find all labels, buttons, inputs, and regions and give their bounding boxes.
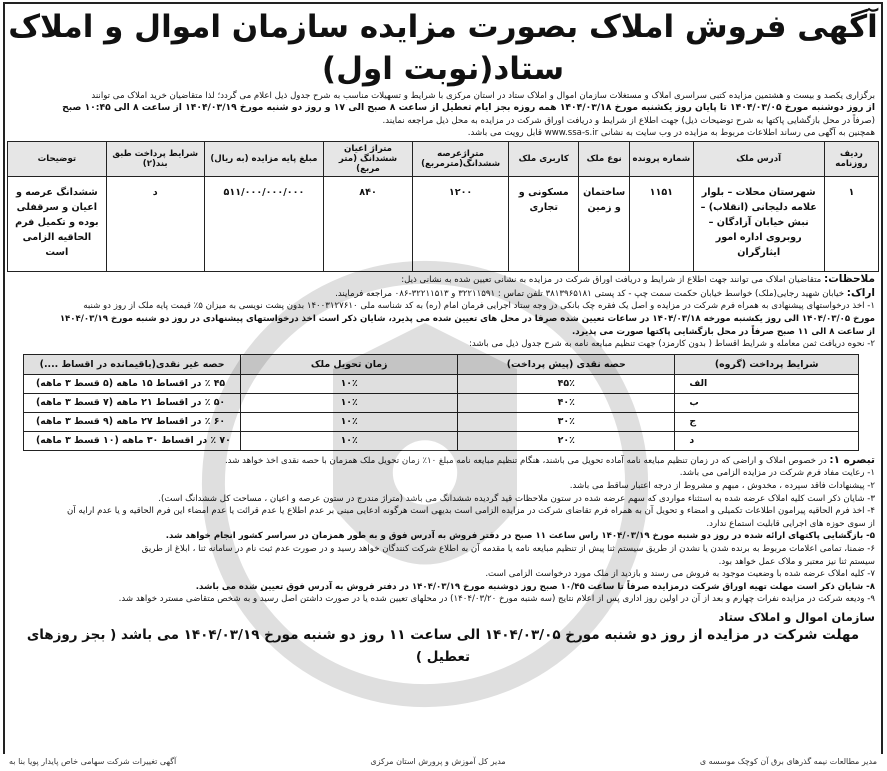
- organization-name: سازمان اموال و املاک ستاد: [718, 609, 875, 624]
- col-header: آدرس ملک: [693, 142, 824, 177]
- col-header: شرایط پرداخت طبق بند(۲): [106, 142, 204, 177]
- table-header-row: [8, 142, 879, 177]
- condition-item: ۷- کلیه املاک عرضه شده با وضعیت موجود به فروش می رسند و بازدید از ملک مورد درخواست الزامی است.: [485, 569, 875, 580]
- payment-group: الف: [675, 374, 859, 393]
- condition-item: ۹- ودیعه شرکت در مزایده نفرات چهارم و بعد از آن در اولین روز اداری پس از اعلام نتایج (سه شنبه مورخ ۱۴۰۴/۰۳/۲۰) در محلهای تعیین شده یا در صورت داشتن اصل رسید و به شخص متقاضی مسترد خواهد شد.: [118, 594, 875, 605]
- payment-row: [24, 412, 859, 431]
- payment-row: [24, 374, 859, 393]
- intro-line: برگزاری یکصد و بیست و هشتمین مزایده کتبی سراسری املاک و مستغلات سازمان اموال و املاک ستاد در استان مرکزی با شرایط و تسهیلات مناسب به شرح جدول ذیل اعلام می گردد؛ لذا متقاضیان خرید املاک می توانند: [91, 91, 875, 101]
- table-row: [8, 177, 879, 272]
- credit-share: ۴۵ ٪ در اقساط ۱۵ ماهه (۵ قسط ۳ ماهه): [24, 374, 241, 393]
- payment-terms: د: [106, 177, 204, 272]
- note-2: ۲- نحوه دریافت ثمن معامله و شرایط اقساط ( بدون کارمزد) جهت تنظیم مبایعه نامه به شرح جدول ذیل می باشد:: [468, 339, 875, 350]
- note-1-cont: از ساعت ۸ الی ۱۱ صبح صرفاً در محل بازگشایی پاکتها صورت می پذیرد.: [572, 326, 875, 337]
- delivery-share: ۱۰٪: [241, 431, 458, 450]
- payment-group: ب: [675, 393, 859, 412]
- condition-item: سیستم ثنا نیز معتبر و ملاک عمل خواهد بود.: [718, 556, 875, 567]
- col-header: حصه غیر نقدی(باقیمانده در اقساط ....): [24, 354, 241, 374]
- payment-row: [24, 393, 859, 412]
- col-header: شرایط پرداخت (گروه): [675, 354, 859, 374]
- cash-share: ۲۰٪: [458, 431, 675, 450]
- property-usage: مسکونی و تجاری: [509, 177, 579, 272]
- cash-share: ۴۰٪: [458, 393, 675, 412]
- building-area: ۸۴۰: [324, 177, 413, 272]
- col-header: شماره پرونده: [630, 142, 693, 177]
- col-header: کاربری ملک: [509, 142, 579, 177]
- ad-title: آگهی فروش املاک بصورت مزایده سازمان اموال و املاک ستاد(نوبت اول): [8, 9, 878, 87]
- condition-item: ۸- شایان ذکر است مهلت تهیه اوراق شرکت درمزایده صرفاً تا ساعت ۱۰/۴۵ صبح روز دوشنبه مورخ ۱۴۰۴/۰۳/۱۹ در دفتر فروش به آدرس فوق تعیین شده می باشد.: [195, 581, 875, 592]
- footer-middle: مدیر کل آموزش و پرورش استان مرکزی: [370, 757, 506, 766]
- property-address: شهرستان محلات – بلوار علامه دلیجانی (انقلاب) – نبش خیابان آزادگان – روبروی اداره امور ایثارگران: [693, 177, 824, 272]
- delivery-share: ۱۰٪: [241, 374, 458, 393]
- payment-group: د: [675, 431, 859, 450]
- note-1-cont: مورخ ۱۴۰۴/۰۳/۰۵ الی روز یکشنبه مورخه ۱۴۰۴/۰۳/۱۸ در ساعات تعیین شده صرفا در محل های تعیین شده می پذیرد، شایان ذکر است اخذ درخواستهای پیشنهادی در روز دو شنبه مورخ ۱۴۰۴/۰۳/۱۹: [59, 313, 875, 324]
- page-footer: [3, 754, 883, 771]
- col-header: ردیف روزنامه: [824, 142, 878, 177]
- cash-share: ۴۵٪: [458, 374, 675, 393]
- condition-item: ۲- پیشنهادات فاقد سپرده ، مخدوش ، مبهم و مشروط از درجه اعتبار ساقط می باشد.: [569, 480, 875, 491]
- payment-table: [23, 354, 859, 451]
- intro-line: همچنین به آگهی می رساند اطلاعات مربوط به مزایده در وب سایت به نشانی www.ssa-s.ir قابل رویت می باشد.: [467, 127, 875, 138]
- advertisement: [3, 2, 883, 766]
- payment-row: [24, 431, 859, 450]
- notes-intro: ملاحظات: متقاضیان املاک می توانند جهت اطلاع از شرایط و دریافت اوراق شرکت در مزایده به نشانی تعیین شده به نشانی ذیل:: [401, 273, 875, 286]
- condition-item: از سوی حوزه های اجرایی قابلیت استماع ندارد.: [706, 518, 875, 529]
- cash-share: ۳۰٪: [458, 412, 675, 431]
- delivery-share: ۱۰٪: [241, 393, 458, 412]
- row-number: ۱: [824, 177, 878, 272]
- condition-item: ۱- رعایت مفاد فرم شرکت در مزایده الزامی می باشد.: [679, 468, 875, 479]
- footer-right: مدیر مطالعات نیمه گذرهای برق آن کوچک موسسه ی: [699, 757, 877, 766]
- col-header: زمان تحویل ملک: [241, 354, 458, 374]
- delivery-share: ۱۰٪: [241, 412, 458, 431]
- credit-share: ۷۰ ٪ در اقساط ۳۰ ماهه (۱۰ قسط ۳ ماهه): [24, 431, 241, 450]
- condition-item: ۶- ضمنا، تمامی اعلامات مربوط به برنده شدن یا نشدن از طریق سیستم ثنا پیش از تنظیم مبایعه نامه یا مقدمه آن به اطلاع شرکت کنندگان خواهد رسید و در صورت عدم ثبت نام در سامانه ثنا ، ابلاغ از طریق: [141, 543, 875, 554]
- land-area: ۱۲۰۰: [412, 177, 508, 272]
- deadline-text: مهلت شرکت در مزایده از روز دو شنبه مورخ ۱۴۰۴/۰۳/۰۵ الی ساعت ۱۱ روز دو شنبه مورخ ۱۴۰۴/۰۳/۱۹ می باشد ( بجز روزهای تعطیل ): [26, 626, 860, 665]
- property-description: ششدانگ عرصه و اعیان و سرقفلی بوده و تکمیل فرم الحاقیه الزامی است: [8, 177, 107, 272]
- notes-section: [5, 272, 881, 352]
- col-header: حصه نقدی (پیش پرداخت): [458, 354, 675, 374]
- col-header: توضیحات: [8, 142, 107, 177]
- col-header: نوع ملک: [579, 142, 630, 177]
- file-number: ۱۱۵۱: [630, 177, 693, 272]
- intro-text: [5, 90, 881, 139]
- property-table: [7, 141, 879, 272]
- intro-line: (صرفاً در محل بازگشایی پاکتها به شرح توضیحات ذیل) جهت اطلاع از شرایط و دریافت اوراق شرکت در مزایده به محل ذیل مراجعه نمایند.: [382, 115, 875, 126]
- intro-line: از روز دوشنبه مورخ ۱۴۰۴/۰۳/۰۵ تا پایان روز یکشنبه مورخ ۱۴۰۴/۰۳/۱۸ همه روزه بجز ایام تعطیل از ساعت ۸ صبح الی ۱۷ و روز دو شنبه مورخ ۱۴۰۴/۰۳/۱۹ از ساعت ۸ الی ۱۰:۴۵ صبح: [62, 102, 875, 114]
- credit-share: ۶۰ ٪ در اقساط ۲۷ ماهه (۹ قسط ۳ ماهه): [24, 412, 241, 431]
- col-header: مبلغ پایه مزایده (به ریال): [204, 142, 323, 177]
- col-header: متراژعرصه ششدانگ(مترمربع): [412, 142, 508, 177]
- condition-item: ۳- شایان ذکر است کلیه املاک عرضه شده به استثناء مواردی که سهم عرضه شده در ستون ملاحظات قید گردیده ششدانگ می باشد (متراژ مندرج در ستون عرصه و اعیان ، مساحت کل ششدانگ است).: [158, 493, 875, 504]
- payment-header-row: [24, 354, 859, 374]
- condition-item: ۵- بازگشایی پاکتهای ارائه شده در روز دو شنبه مورخ ۱۴۰۴/۰۳/۱۹ راس ساعت ۱۱ صبح در دفتر فروش به آدرس فوق و به طور همزمان در سراسر کشور انجام خواهد شد.: [165, 531, 875, 542]
- credit-share: ۵۰ ٪ در اقساط ۲۱ ماهه (۷ قسط ۳ ماهه): [24, 393, 241, 412]
- tabsareh-1: تبصره ۱: در خصوص املاک و اراضی که در زمان تنظیم مبایعه نامه آماده تحویل می باشند، هنگام تنظیم مبایعه نامه مبلغ ۱۰٪ زمان تحویل ملک همزمان با حصه نقدی اخذ خواهد شد.: [224, 453, 875, 466]
- note-1: ۱- اخذ درخواستهای پیشنهادی به همراه فرم شرکت در مزایده و اصل یک فقره چک بانکی در وجه ستاد اجرایی فرمان امام (ره) به کد شناسه ملی ۱۴۰۰۳۱۲۷۶۱۰ بدون پشت نویسی به میزان ۵٪ قیمت پایه ملک از روز دو شنبه: [83, 301, 875, 312]
- condition-item: ۴- اخذ فرم الحاقیه پیرامون اطلاعات تکمیلی و امضاء و تحویل آن به همراه فرم تقاضای شرکت در مزایده الزامی است بدیهی است هرگونه ادعایی مبنی بر عدم اطلاع یا عدم قرائت یا عدم امضاء این فرم الحاقیه و یا عدم ارایه آن: [67, 506, 875, 517]
- tabsareh-section: [5, 453, 881, 607]
- footer-left: آگهی تغییرات شرکت سهامی خاص پایدار پویا بنا به: [9, 757, 177, 766]
- payment-group: ج: [675, 412, 859, 431]
- base-price: ۵۱۱/۰۰۰/۰۰۰/۰۰۰: [204, 177, 323, 272]
- col-header: متراژ اعیان ششدانگ (متر مربع): [324, 142, 413, 177]
- arak-address: اراک: خیابان شهید رجایی(ملک) خواسط خیابان حکمت سمت چپ - کد پستی ۳۸۱۳۹۶۵۱۸۱ تلفن تماس : ۳۲۲۱۱۵۹۱ و ۳۲۲۱۱۵۱۳-۰۸۶ مراجعه فرمایند.: [335, 286, 875, 299]
- property-type: ساختمان و زمین: [579, 177, 630, 272]
